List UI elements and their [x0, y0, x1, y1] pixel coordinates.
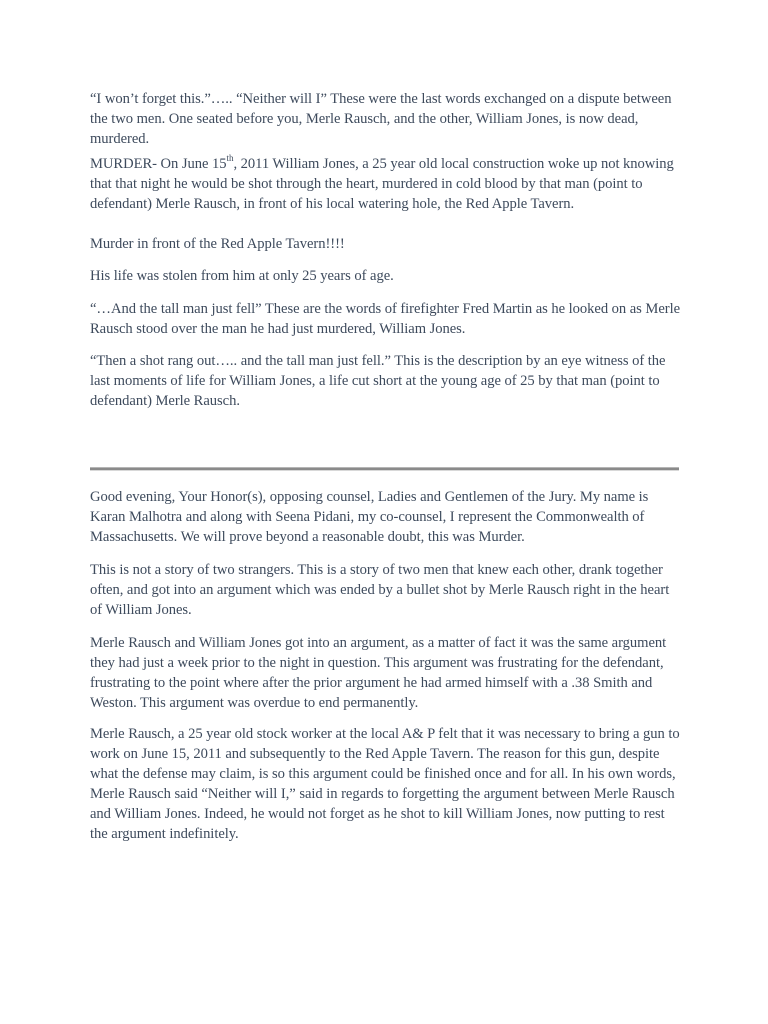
motive-paragraph: Merle Rausch, a 25 year old stock worker at the local A& P felt that it was necessary to bring a gun to work on June 15, 2011 and subsequently to the Red Apple Tavern. The reason for this gun, despite what the defense may claim, is so this argument could be finished once and for all. In his own words, Merle Rausch said “Neither will I,” said in regards to forgetting the argument between Merle Rausch and William Jones. Indeed, he would not forget as he shot to kill William Jones, now putting to rest the argument indefinitely.: [90, 726, 680, 842]
tavern-exclamation-paragraph: Murder in front of the Red Apple Tavern!!!!: [90, 236, 345, 252]
eyewitness-quote-paragraph: “Then a shot rang out….. and the tall man just fell.” This is the description by an eye witness of the last moments of life for William Jones, a life cut short at the young age of 25 by that man (point to defendant) Merle Rausch.: [90, 353, 666, 409]
murder-date-paragraph: [90, 154, 682, 214]
section-divider: [90, 467, 679, 471]
murder-date-text: MURDER- On June 15: [90, 156, 227, 172]
argument-paragraph: Merle Rausch and William Jones got into an argument, as a matter of fact it was the same argument they had just a week prior to the night in question. This argument was frustrating for the defendant, frustrating to the point where after the prior argument he had armed himself with a .38 Smith and Weston. This argument was overdue to end permanently.: [90, 635, 667, 711]
opening-quote-paragraph: “I won’t forget this.”….. “Neither will I” These were the last words exchanged on a dispute between the two men. One seated before you, Merle Rausch, and the other, William Jones, is now dead, murdered.: [90, 91, 672, 147]
firefighter-quote-paragraph: “…And the tall man just fell” These are the words of firefighter Fred Martin as he looked on as Merle Rausch stood over the man he had just murdered, William Jones.: [90, 301, 681, 337]
life-stolen-paragraph: His life was stolen from him at only 25 years of age.: [90, 268, 394, 284]
not-strangers-paragraph: This is not a story of two strangers. This is a story of two men that knew each other, drank together often, and got into an argument which was ended by a bullet shot by Merle Rausch right in the heart of William Jones.: [90, 562, 670, 618]
murder-date-text-cont: , 2011 William Jones, a 25 year old local construction woke up not knowing that that night he would be shot through the heart, murdered in cold blood by that man (point to defendant) Merle Rausch, in front of his local watering hole, the Red Apple Tavern.: [90, 156, 674, 212]
ordinal-superscript: th: [226, 153, 234, 164]
introduction-paragraph: Good evening, Your Honor(s), opposing counsel, Ladies and Gentlemen of the Jury. My name is Karan Malhotra and along with Seena Pidani, my co-counsel, I represent the Commonwealth of Massachusetts. We will prove beyond a reasonable doubt, this was Murder.: [90, 489, 649, 545]
